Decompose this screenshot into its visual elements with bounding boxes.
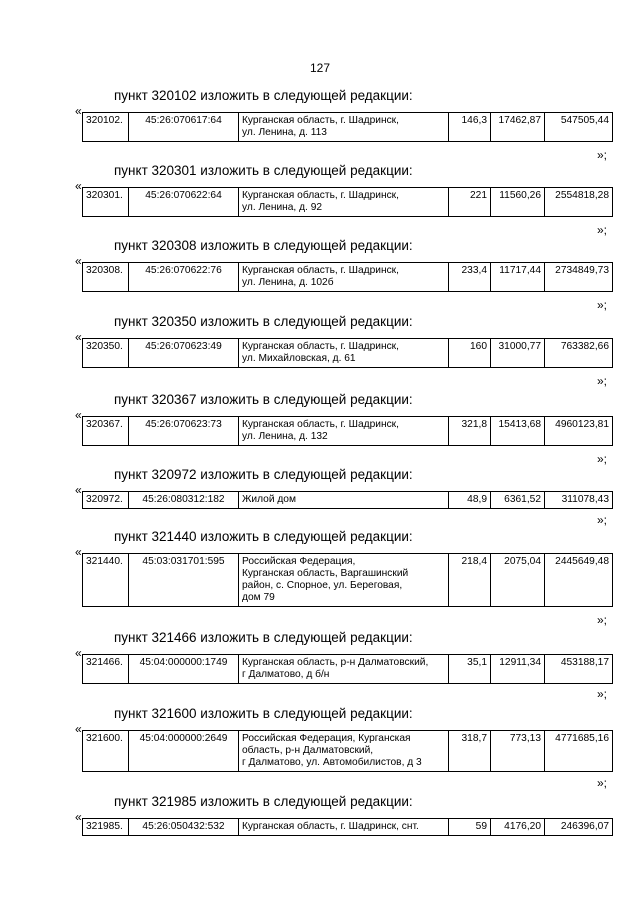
table-row bbox=[83, 819, 613, 836]
close-quote: »; bbox=[597, 776, 608, 790]
unit-price-cell: 4176,20 bbox=[491, 819, 545, 836]
table-row bbox=[83, 655, 613, 684]
close-quote: »; bbox=[597, 513, 608, 527]
amendment-heading: пункт 320350 изложить в следующей редакции: bbox=[114, 314, 413, 329]
item-number-cell: 320102. bbox=[83, 113, 129, 142]
address-cell bbox=[239, 339, 449, 368]
item-number-cell: 321440. bbox=[83, 554, 129, 607]
cadastral-value-cell: 2554818,28 bbox=[545, 188, 613, 217]
item-number-cell: 321466. bbox=[83, 655, 129, 684]
amendment-heading: пункт 321466 изложить в следующей редакции: bbox=[114, 630, 413, 645]
area-cell: 146,3 bbox=[449, 113, 491, 142]
amendment-heading: пункт 321985 изложить в следующей редакции: bbox=[114, 794, 413, 809]
area-cell: 318,7 bbox=[449, 731, 491, 772]
open-quote: « bbox=[75, 104, 82, 118]
item-number-cell: 320367. bbox=[83, 417, 129, 446]
open-quote: « bbox=[75, 179, 82, 193]
registry-row-table bbox=[82, 416, 613, 446]
table-row bbox=[83, 417, 613, 446]
amendment-heading: пункт 321440 изложить в следующей редакции: bbox=[114, 529, 413, 544]
item-number-cell: 320972. bbox=[83, 492, 129, 509]
unit-price-cell: 773,13 bbox=[491, 731, 545, 772]
area-cell: 221 bbox=[449, 188, 491, 217]
close-quote: »; bbox=[597, 687, 608, 701]
open-quote: « bbox=[75, 545, 82, 559]
area-cell: 218,4 bbox=[449, 554, 491, 607]
cadastral-number-cell: 45:26:080312:182 bbox=[129, 492, 239, 509]
address-line: г Далматово, ул. Автомобилистов, д 3 bbox=[242, 757, 422, 768]
address-cell bbox=[239, 655, 449, 684]
address-line: район, с. Спорное, ул. Береговая, bbox=[242, 580, 403, 591]
registry-row-table bbox=[82, 262, 613, 292]
unit-price-cell: 17462,87 bbox=[491, 113, 545, 142]
cadastral-number-cell: 45:26:070623:73 bbox=[129, 417, 239, 446]
address-line: Российская Федерация, Курганская bbox=[242, 733, 411, 744]
item-number-cell: 320308. bbox=[83, 263, 129, 292]
address-line: Жилой дом bbox=[242, 494, 296, 505]
amendment-heading: пункт 320367 изложить в следующей редакции: bbox=[114, 392, 413, 407]
unit-price-cell: 2075,04 bbox=[491, 554, 545, 607]
registry-row-table bbox=[82, 491, 613, 509]
address-cell bbox=[239, 113, 449, 142]
close-quote: »; bbox=[597, 298, 608, 312]
table-row bbox=[83, 263, 613, 292]
cadastral-number-cell: 45:04:000000:2649 bbox=[129, 731, 239, 772]
address-cell bbox=[239, 554, 449, 607]
amendment-heading: пункт 320972 изложить в следующей редакции: bbox=[114, 467, 413, 482]
address-line: Курганская область, Варгашинский bbox=[242, 568, 409, 579]
cadastral-value-cell: 453188,17 bbox=[545, 655, 613, 684]
registry-row-table bbox=[82, 112, 613, 142]
amendment-heading: пункт 321600 изложить в следующей редакции: bbox=[114, 706, 413, 721]
amendment-heading: пункт 320301 изложить в следующей редакции: bbox=[114, 163, 413, 178]
table-row bbox=[83, 731, 613, 772]
address-cell bbox=[239, 188, 449, 217]
table-row bbox=[83, 188, 613, 217]
table-row bbox=[83, 113, 613, 142]
close-quote: »; bbox=[597, 613, 608, 627]
area-cell: 35,1 bbox=[449, 655, 491, 684]
open-quote: « bbox=[75, 408, 82, 422]
address-line: Курганская область, г. Шадринск, bbox=[242, 265, 399, 276]
cadastral-value-cell: 763382,66 bbox=[545, 339, 613, 368]
unit-price-cell: 11560,26 bbox=[491, 188, 545, 217]
registry-row-table bbox=[82, 654, 613, 684]
cadastral-number-cell: 45:26:050432:532 bbox=[129, 819, 239, 836]
address-line: Курганская область, р-н Далматовский, bbox=[242, 657, 429, 668]
area-cell: 321,8 bbox=[449, 417, 491, 446]
address-line: ул. Ленина, д. 132 bbox=[242, 431, 328, 442]
address-line: Курганская область, г. Шадринск, bbox=[242, 190, 399, 201]
cadastral-number-cell: 45:26:070623:49 bbox=[129, 339, 239, 368]
cadastral-value-cell: 547505,44 bbox=[545, 113, 613, 142]
address-line: г Далматово, д б/н bbox=[242, 669, 330, 680]
close-quote: »; bbox=[597, 374, 608, 388]
table-row bbox=[83, 339, 613, 368]
cadastral-value-cell: 246396,07 bbox=[545, 819, 613, 836]
cadastral-number-cell: 45:26:070617:64 bbox=[129, 113, 239, 142]
cadastral-value-cell: 4771685,16 bbox=[545, 731, 613, 772]
registry-row-table bbox=[82, 338, 613, 368]
page-number: 127 bbox=[309, 61, 331, 75]
open-quote: « bbox=[75, 722, 82, 736]
table-row bbox=[83, 492, 613, 509]
registry-row-table bbox=[82, 553, 613, 607]
cadastral-value-cell: 2445649,48 bbox=[545, 554, 613, 607]
registry-row-table bbox=[82, 818, 613, 836]
address-cell bbox=[239, 819, 449, 836]
area-cell: 59 bbox=[449, 819, 491, 836]
address-line: Курганская область, г. Шадринск, снт. bbox=[242, 821, 419, 832]
address-cell bbox=[239, 417, 449, 446]
open-quote: « bbox=[75, 330, 82, 344]
registry-row-table bbox=[82, 187, 613, 217]
cadastral-value-cell: 2734849,73 bbox=[545, 263, 613, 292]
address-line: ул. Ленина, д. 113 bbox=[242, 127, 327, 138]
amendment-heading: пункт 320308 изложить в следующей редакции: bbox=[114, 238, 413, 253]
close-quote: »; bbox=[597, 452, 608, 466]
unit-price-cell: 15413,68 bbox=[491, 417, 545, 446]
address-cell bbox=[239, 731, 449, 772]
unit-price-cell: 6361,52 bbox=[491, 492, 545, 509]
cadastral-number-cell: 45:26:070622:64 bbox=[129, 188, 239, 217]
item-number-cell: 320350. bbox=[83, 339, 129, 368]
unit-price-cell: 31000,77 bbox=[491, 339, 545, 368]
unit-price-cell: 11717,44 bbox=[491, 263, 545, 292]
address-line: Курганская область, г. Шадринск, bbox=[242, 419, 399, 430]
address-line: дом 79 bbox=[242, 592, 275, 603]
open-quote: « bbox=[75, 254, 82, 268]
cadastral-number-cell: 45:03:031701:595 bbox=[129, 554, 239, 607]
close-quote: »; bbox=[597, 223, 608, 237]
address-line: Курганская область, г. Шадринск, bbox=[242, 115, 399, 126]
amendment-heading: пункт 320102 изложить в следующей редакции: bbox=[114, 88, 413, 103]
table-row bbox=[83, 554, 613, 607]
address-line: ул. Михайловская, д. 61 bbox=[242, 353, 356, 364]
address-line: ул. Ленина, д. 102б bbox=[242, 277, 334, 288]
address-line: область, р-н Далматовский, bbox=[242, 745, 374, 756]
item-number-cell: 321600. bbox=[83, 731, 129, 772]
registry-row-table bbox=[82, 730, 613, 772]
open-quote: « bbox=[75, 646, 82, 660]
address-cell bbox=[239, 492, 449, 509]
cadastral-number-cell: 45:04:000000:1749 bbox=[129, 655, 239, 684]
area-cell: 160 bbox=[449, 339, 491, 368]
item-number-cell: 321985. bbox=[83, 819, 129, 836]
address-line: ул. Ленина, д. 92 bbox=[242, 202, 323, 213]
open-quote: « bbox=[75, 810, 82, 824]
open-quote: « bbox=[75, 483, 82, 497]
address-line: Курганская область, г. Шадринск, bbox=[242, 341, 399, 352]
cadastral-value-cell: 4960123,81 bbox=[545, 417, 613, 446]
cadastral-value-cell: 311078,43 bbox=[545, 492, 613, 509]
item-number-cell: 320301. bbox=[83, 188, 129, 217]
area-cell: 48,9 bbox=[449, 492, 491, 509]
address-line: Российская Федерация, bbox=[242, 556, 356, 567]
area-cell: 233,4 bbox=[449, 263, 491, 292]
address-cell bbox=[239, 263, 449, 292]
cadastral-number-cell: 45:26:070622:76 bbox=[129, 263, 239, 292]
close-quote: »; bbox=[597, 148, 608, 162]
unit-price-cell: 12911,34 bbox=[491, 655, 545, 684]
